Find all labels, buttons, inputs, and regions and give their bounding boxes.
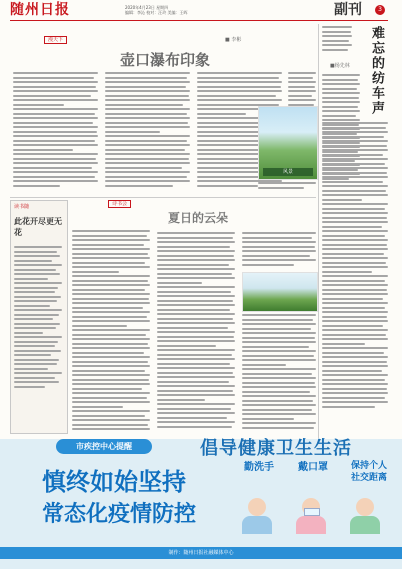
vertical-article-title: 难忘的纺车声 — [369, 26, 384, 116]
right-column-author: ■杨先林 — [330, 63, 350, 69]
summer-photo — [242, 272, 318, 312]
ad-right-title: 倡导健康卫生生活 — [200, 438, 352, 459]
bottom-column-tag: 诗书会 — [108, 200, 140, 209]
section-title: 副刊 — [334, 2, 362, 18]
bottom-column-1 — [72, 230, 150, 434]
ad-pill-label: 市疾控中心提醒 — [56, 439, 152, 454]
person-body-icon — [350, 516, 380, 534]
ad-main-line-1: 慎终如始坚持 — [42, 467, 186, 496]
author-tag: ■ 李彬 — [225, 37, 242, 43]
bottom-column-3-bottom — [242, 314, 316, 434]
sidebar-tag: 读书随 — [14, 204, 30, 210]
photo-caption: 风景 — [263, 168, 313, 176]
ad-item-distance — [344, 460, 394, 486]
bottom-article-headline: 夏日的云朵 — [167, 211, 228, 225]
page-number: 3 — [375, 5, 385, 15]
article-column-2 — [105, 72, 190, 194]
ad-figure-handwash — [232, 476, 284, 536]
ad-item-distance-line2: 社交距离 — [350, 473, 387, 483]
masthead-meta — [125, 5, 320, 19]
ad-main-line-2: 常态化疫情防控 — [42, 501, 197, 527]
person-head-icon — [248, 498, 266, 516]
sidebar-text — [14, 246, 62, 428]
ad-figure-mask — [286, 476, 338, 536]
article-column-1 — [13, 72, 98, 194]
ad-item-handwash: 勤洗手 — [244, 462, 274, 473]
section-divider — [10, 197, 316, 198]
landscape-photo — [258, 106, 318, 180]
bottom-column-3-top — [242, 232, 316, 272]
ad-footer: 制作：随州日报社融媒体中心 — [0, 547, 402, 559]
mask-icon — [304, 508, 320, 516]
person-head-icon — [356, 498, 374, 516]
masthead-logo: 随州日报 — [10, 2, 70, 18]
column-divider — [318, 24, 319, 438]
person-body-icon — [296, 516, 326, 534]
column-tag: 漫天下 — [44, 36, 74, 45]
right-intro-text — [322, 26, 352, 56]
date-line: 2020年4月23日 星期四 — [125, 5, 169, 10]
ad-item-distance-line1: 保持个人 — [350, 461, 387, 471]
photo-caption-text — [258, 182, 316, 194]
masthead-rule — [10, 20, 388, 21]
right-column-text-2 — [322, 122, 388, 440]
person-body-icon — [242, 516, 272, 534]
ad-item-mask: 戴口罩 — [298, 462, 328, 473]
editor-line: 编辑：李沁 校对：汪玲 美编：王晖 — [125, 10, 188, 15]
bottom-column-2 — [157, 232, 235, 434]
sidebar-title: 此花开尽更无花 — [14, 216, 62, 237]
article-headline: 壶口瀑布印象 — [119, 51, 210, 69]
